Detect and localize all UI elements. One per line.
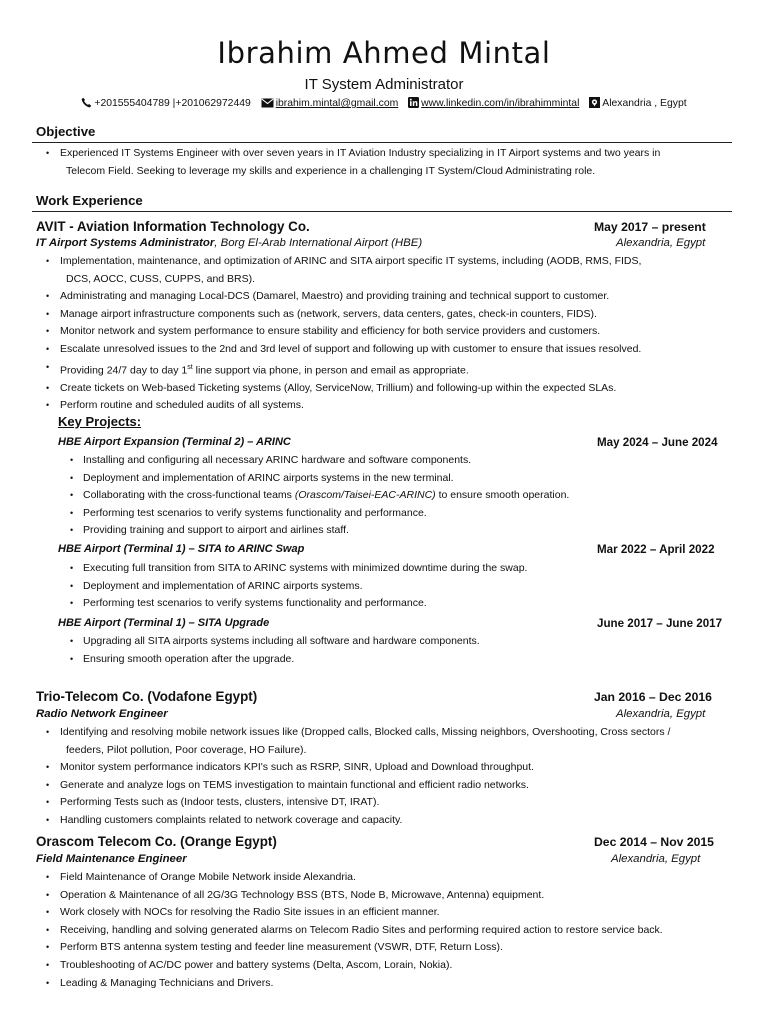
job-bullet: • Identifying and resolving mobile network issues like (Dropped calls, Blocked calls, Missing neighbors, Overshooting, Cross sectors /: [40, 724, 740, 742]
job-bullet: • Create tickets on Web-based Ticketing systems (Alloy, ServiceNow, Trillium) and following-up within the expected SLAs.: [40, 380, 740, 398]
project-dates: May 2024 – June 2024: [597, 436, 718, 449]
objective-divider: [32, 142, 732, 143]
job-bullet: • Monitor system performance indicators KPI's such as RSRP, SINR, Upload and Download throughput.: [40, 759, 740, 777]
job-bullets: [40, 253, 740, 415]
job-bullet: • Field Maintenance of Orange Mobile Network inside Alexandria.: [40, 869, 740, 887]
job-bullet: [40, 359, 740, 380]
job-title: [36, 237, 422, 249]
bullet-italic: (Orascom/Taisei-EAC-ARINC): [294, 489, 436, 502]
job-bullet: • Troubleshooting of AC/DC power and battery systems (Delta, Ascom, Lorain, Nokia).: [40, 957, 740, 975]
project-dates: June 2017 – June 2017: [597, 617, 723, 630]
bullet-text: Providing 24/7 day to day 1: [60, 364, 188, 377]
job-bullet: • Monitor network and system performance to ensure stability and efficiency for both service providers and customers.: [40, 323, 740, 341]
project-bullets: [50, 560, 740, 613]
job-role: Field Maintenance Engineer: [36, 853, 187, 865]
contact-line: [0, 97, 768, 111]
key-projects-heading: Key Projects:: [58, 414, 142, 429]
candidate-name: Ibrahim Ahmed Mintal: [217, 36, 551, 70]
candidate-role: IT System Administrator: [304, 76, 464, 93]
phone-numbers: +201555404789 |+201062972449: [94, 98, 251, 109]
job-dates: Dec 2014 – Nov 2015: [594, 835, 714, 849]
job-bullet: • Implementation, maintenance, and optimization of ARINC and SITA airport specific IT systems, including (AODB, RMS, FIDS,: [40, 253, 740, 271]
job-bullets: [40, 724, 740, 830]
project-name: HBE Airport (Terminal 1) – SITA to ARINC Swap: [58, 543, 305, 555]
project-bullet: • Installing and configuring all necessary ARINC hardware and software components.: [50, 452, 740, 470]
job-company: Orascom Telecom Co. (Orange Egypt): [36, 834, 277, 849]
job-bullet: DCS, AOCC, CUSS, CUPPS, and BRS).: [66, 272, 256, 285]
phone-icon: [81, 97, 92, 111]
job-bullet: • Operation & Maintenance of all 2G/3G Technology BSS (BTS, Node B, Microwave, Antenna) equipment.: [40, 887, 740, 905]
project-bullet: • Deployment and implementation of ARINC airports systems in the new terminal.: [50, 470, 740, 488]
project-bullet: [50, 487, 740, 505]
job-bullet: • Handling customers complaints related to network coverage and capacity.: [40, 812, 740, 830]
job-title: [36, 708, 168, 720]
email-link[interactable]: ibrahim.mintal@gmail.com: [275, 98, 399, 109]
objective-line: • Experienced IT Systems Engineer with over seven years in IT Aviation Industry specializing in IT Airport systems and two years in: [40, 145, 730, 163]
project-bullet: • Upgrading all SITA airports systems including all software and hardware components.: [50, 633, 740, 651]
project-bullet: • Performing test scenarios to verify systems functionality and performance.: [50, 595, 740, 613]
bullet-sup: st: [187, 363, 193, 371]
location-icon: [589, 97, 600, 111]
job-title: [36, 853, 187, 865]
envelope-icon: [261, 98, 274, 111]
project-bullets: [50, 452, 740, 540]
project-bullets: [50, 633, 740, 668]
project-dates: Mar 2022 – April 2022: [597, 543, 715, 556]
job-dates: May 2017 – present: [594, 220, 706, 234]
job-bullet: • Work closely with NOCs for resolving the Radio Site issues in an efficient manner.: [40, 904, 740, 922]
project-bullet: • Deployment and implementation of ARINC airports systems.: [50, 578, 740, 596]
bullet-text: line support via phone, in person and email as appropriate.: [192, 364, 469, 377]
job-company: Trio-Telecom Co. (Vodafone Egypt): [36, 689, 258, 704]
project-name: HBE Airport (Terminal 1) – SITA Upgrade: [58, 617, 270, 629]
project-bullet: • Providing training and support to airport and airlines staff.: [50, 522, 740, 540]
job-location: Alexandria, Egypt: [616, 708, 706, 720]
job-dates: Jan 2016 – Dec 2016: [594, 690, 712, 704]
project-bullet: • Performing test scenarios to verify systems functionality and performance.: [50, 505, 740, 523]
bullet-text: Collaborating with the cross-functional teams: [83, 489, 295, 502]
objective-list: [40, 145, 730, 180]
job-bullet: • Performing Tests such as (Indoor tests, clusters, intensive DT, IRAT).: [40, 794, 740, 812]
job-bullet: feeders, Pilot pollution, Poor coverage, HO Failure).: [66, 743, 307, 756]
job-role: IT Airport Systems Administrator: [36, 237, 215, 249]
job-role: Radio Network Engineer: [36, 708, 168, 720]
location-text: Alexandria , Egypt: [602, 98, 687, 109]
job-location: Alexandria, Egypt: [611, 853, 701, 865]
job-bullet: • Generate and analyze logs on TEMS investigation to maintain functional and efficient radio networks.: [40, 777, 740, 795]
linkedin-icon: [408, 97, 419, 111]
job-bullet: • Leading & Managing Technicians and Drivers.: [40, 975, 740, 993]
work-experience-divider: [32, 211, 732, 212]
job-bullets: [40, 869, 740, 992]
objective-heading: Objective: [36, 124, 96, 139]
job-bullet: • Perform routine and scheduled audits of all systems.: [40, 397, 740, 415]
objective-line: Telecom Field. Seeking to leverage my skills and experience in a challenging IT System/Cloud Administrating role.: [66, 164, 596, 177]
project-bullet: • Executing full transition from SITA to ARINC systems with minimized downtime during the swap.: [50, 560, 740, 578]
linkedin-link[interactable]: www.linkedin.com/in/ibrahimmintal: [421, 98, 580, 109]
job-bullet: • Perform BTS antenna system testing and feeder line measurement (VSWR, DTF, Return Loss).: [40, 939, 740, 957]
project-bullet: • Ensuring smooth operation after the upgrade.: [50, 651, 740, 669]
job-bullet: • Escalate unresolved issues to the 2nd and 3rd level of support and following up with customer to ensure that issues resolved.: [40, 341, 740, 359]
job-bullet: • Manage airport infrastructure components such as (network, servers, data centers, gates, check-in counters, FIDS).: [40, 306, 740, 324]
job-bullet: • Receiving, handling and solving generated alarms on Telecom Radio Sites and performing required action to restore service back.: [40, 922, 740, 940]
job-company: AVIT - Aviation Information Technology Co.: [36, 219, 310, 234]
bullet-text: to ensure smooth operation.: [435, 489, 570, 502]
job-location: Alexandria, Egypt: [616, 237, 706, 249]
job-place: , Borg El-Arab International Airport (HBE): [214, 237, 423, 249]
project-name: HBE Airport Expansion (Terminal 2) – ARINC: [58, 436, 291, 448]
job-bullet: • Administrating and managing Local-DCS (Damarel, Maestro) and providing training and technical support to customer.: [40, 288, 740, 306]
work-experience-heading: Work Experience: [36, 193, 143, 208]
